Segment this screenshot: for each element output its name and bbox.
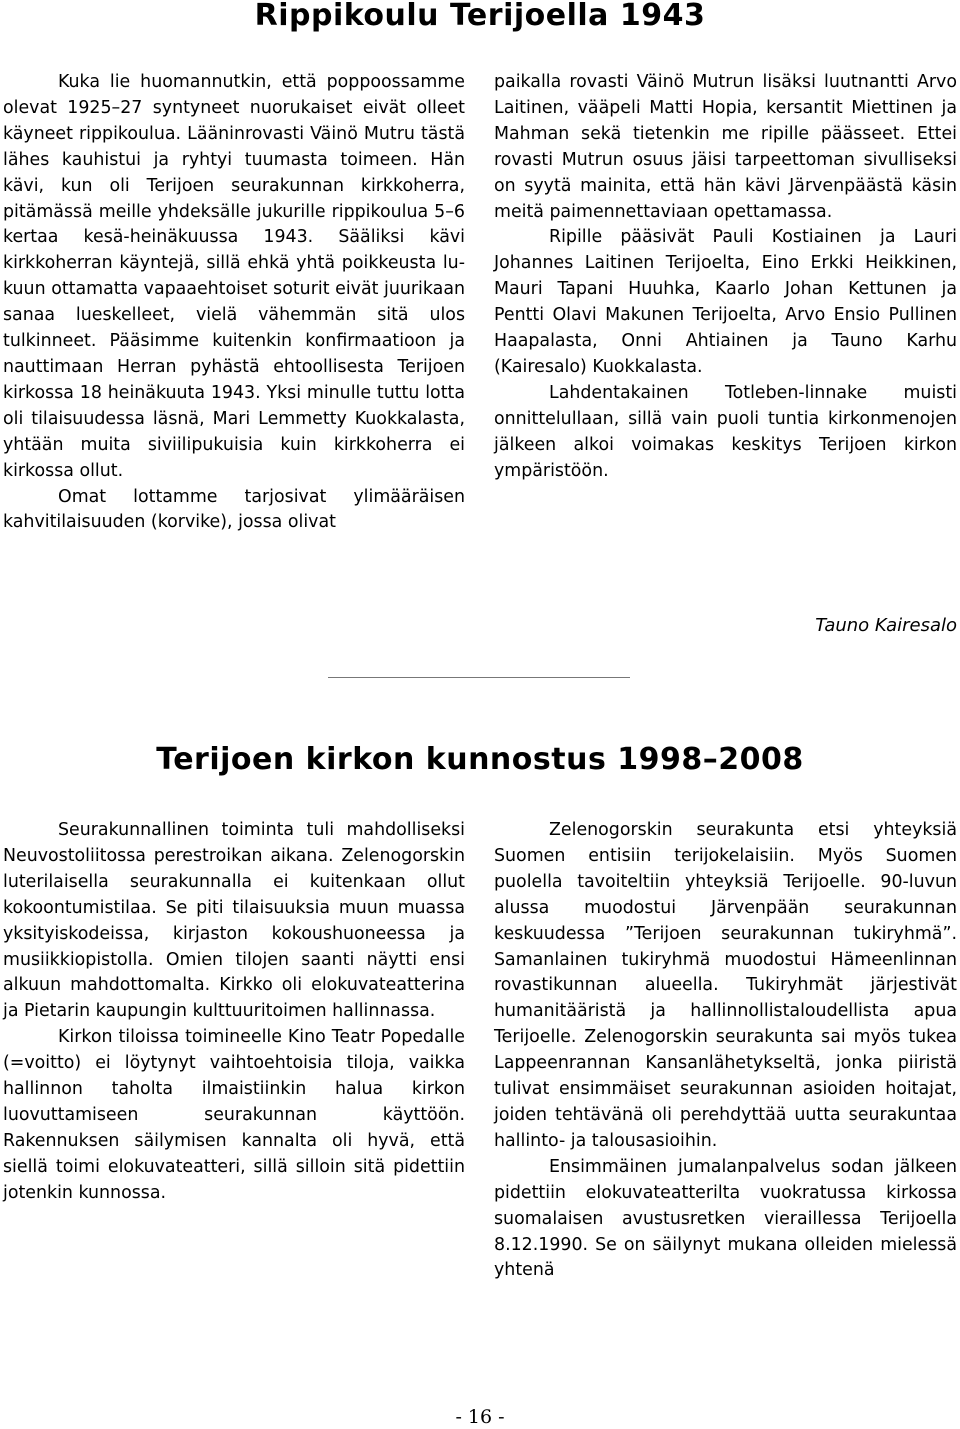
- paragraph: Zelenogorskin seurakunta etsi yhteyksiä Suomen entisiin terijokelaisiin. Myös Suomen puolella tavoiteltiin yhteyksiä Terijoelle. 90-luvun alussa muodostui Järvenpään seurakunnan keskuudessa ”Terijoen seurakunnan tukiryhmä”. Samanlainen tukiryhmä muodostui Hämeenlinnan rovastikunnan alueella. Tukiryhmät järjestivät humanitääristä ja hallinnollistaloudellista apua Terijoelle. Zelenogorskin seurakunta sai myös tukea Lappeenrannan Kansanlähetykseltä, jonka piiristä tulivat ensimmäiset seurakunnan asioiden hoitajat, joiden tehtävänä oli perehdyttää uutta seurakuntaa hallinto- ja talousasioihin.: [494, 820, 957, 1151]
- article-column-right: [494, 70, 957, 485]
- article-column-right: [494, 818, 957, 1284]
- paragraph: Ensimmäinen jumalanpalvelus sodan jälkeen pidettiin elokuvateatterilta vuokratussa kirkossa suomalaisen avustusretken vieraillessa Terijoella 8.12.1990. Se on säilynyt mukana olleiden mielessä yhtenä: [494, 1156, 957, 1281]
- article-title: Rippikoulu Terijoella 1943: [254, 0, 706, 33]
- paragraph: Kirkon tiloissa toimineelle Kino Teatr Popedalle (=voitto) ei löytynyt vaihtoehtoisia tiloja, vaikka hallinnon taholta ilmaistiinkin halua kirkon luovuttamiseen seurakunnan käyttöön. Rakennuksen säilymisen kannalta oli hyvä, että siellä toimi elokuvateatteri, sillä silloin sitä pidettiin jotenkin kunnossa.: [3, 1027, 465, 1203]
- paragraph: Kuka lie huomannutkin, että poppoossamme olevat 1925–27 syntyneet nuorukaiset eivät olleet käyneet rippikoulua. Lääninrovasti Väinö Mutru tästä lähes kauhistui ja ryhtyi tuumasta toimeen. Hän kävi, kun oli Terijoen seurakunnan kirkkoherra, pitämässä meille yhdeksälle jukurille rippikoulua 5–6 kertaa kesä-heinäkuussa 1943. Sääliksi kävi kirkkoherran käyntejä, sillä ehkä yhtä poikkeusta lukuun ottamatta vapaaehtoiset soturit eivät juurikaan sanaa lueskelleet, vielä vähemmän sitä ulos tulkinneet. Pääsimme kuitenkin konfirmaatioon ja nauttimaan Herran pyhästä ehtoollisesta Terijoen kirkossa 18 heinäkuuta 1943. Yksi minulle tuttu lotta oli tilaisuudessa läsnä, Mari Lemmetty Kuokkalasta, yhtään muita siviilipukuisia kuin kirkkoherra ei kirkossa ollut.: [3, 72, 465, 481]
- paragraph: Ripille pääsivät Pauli Kostiainen ja Lauri Johannes Laitinen Terijoelta, Eino Erkki Heikkinen, Mauri Tapani Huuhka, Kaarlo Johan Kettunen ja Pentti Olavi Makunen Terijoelta, Arvo Ensio Pullinen Haapalasta, Onni Ahtiainen ja Tauno Karhu (Kairesalo) Kuokkalasta.: [494, 227, 957, 377]
- paragraph: paikalla rovasti Väinö Mutrun lisäksi luutnantti Arvo Laitinen, vääpeli Matti Hopia, kersantit Miettinen ja Mahman sekä tietenkin me ripille päässeet. Ettei rovasti Mutrun osuus jäisi tarpeettoman sivulliseksi on syytä mainita, että hän kävi Järvenpäästä käsin meitä paimennettaviaan opettamassa.: [494, 72, 957, 222]
- article-column-left: [3, 818, 465, 1207]
- paragraph: Seurakunnallinen toiminta tuli mahdolliseksi Neuvostoliitossa perestroikan aikana. Zelenogorskin luterilaisella seurakunnalla ei kuitenkaan ollut kokoontumistilaa. Se piti tilaisuuksia muun muassa yksityiskodeissa, kirjaston kokoushuoneessa ja musiikkiopistolla. Omien tilojen saanti näytti ensi alkuun mahdottomalta. Kirkko oli elokuvateatterina ja Pietarin kaupungin kulttuuritoimen hallinnassa.: [3, 820, 465, 1022]
- section-divider: [328, 677, 630, 678]
- paragraph: Omat lottamme tarjosivat ylimääräisen kahvitilaisuuden (korvike), jossa olivat: [3, 486, 465, 533]
- article-column-left: [3, 70, 465, 536]
- article-title: Terijoen kirkon kunnostus 1998–2008: [156, 742, 804, 777]
- author-signature: Tauno Kairesalo: [815, 615, 957, 636]
- paragraph: Lahdentakainen Totleben-linnake muisti onnittelullaan, sillä vain puoli tuntia kirkonmenojen jälkeen alkoi voimakas keskitys Terijoen kirkon ympäristöön.: [494, 382, 957, 481]
- page-number: - 16 -: [455, 1406, 505, 1428]
